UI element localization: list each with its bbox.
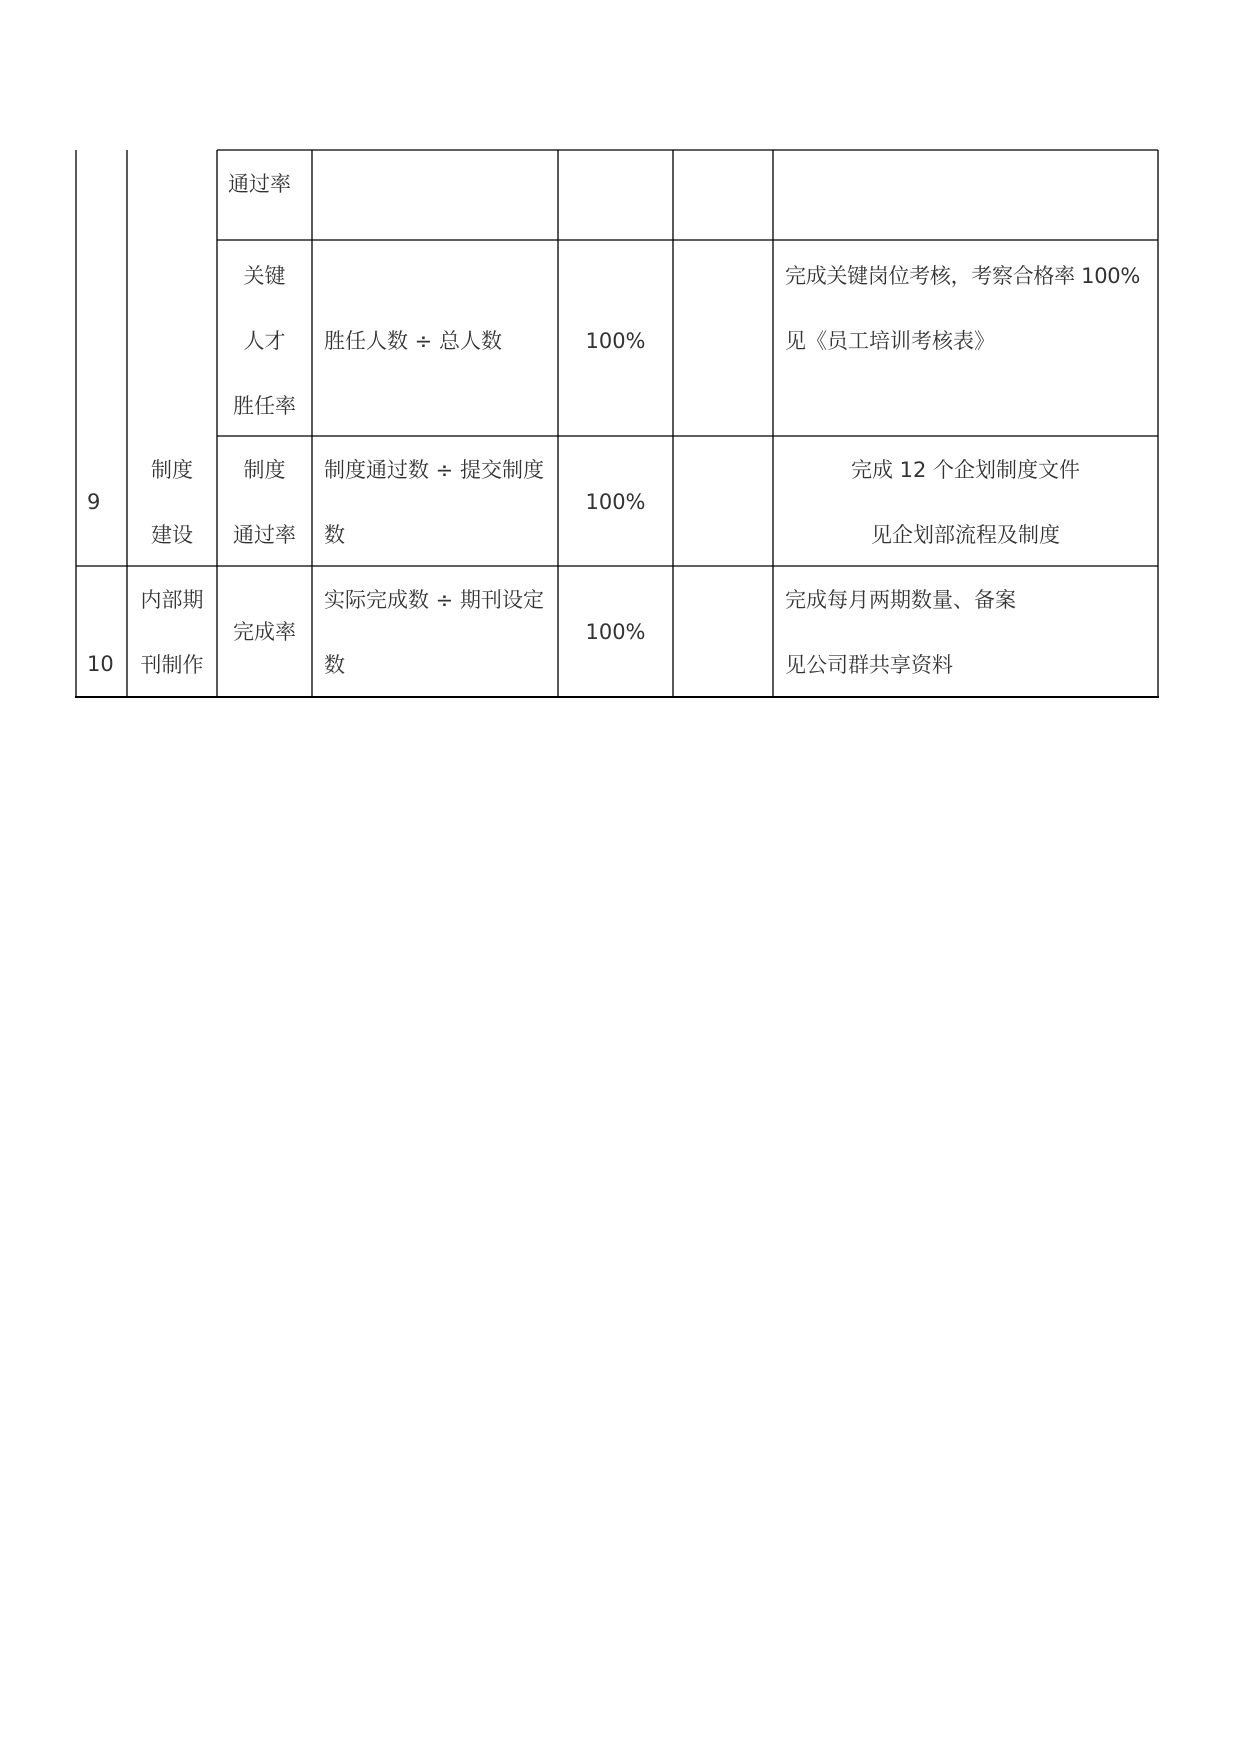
talent-standard-line-1: 完成关键岗位考核，考察合格率 100%: [785, 264, 1141, 288]
row9-item-line-1: 制度: [151, 458, 193, 482]
row10-standard-line-1: 完成每月两期数量、备案: [785, 588, 1016, 612]
talent-indicator-line-3: 胜任率: [233, 394, 296, 418]
row10-item-line-2: 刊制作: [140, 653, 204, 677]
talent-target-cell: 100%: [585, 329, 646, 353]
talent-indicator-line-1: 关键: [243, 264, 286, 288]
row9-standard-line-1: 完成 12 个企划制度文件: [850, 458, 1081, 482]
row10-formula-line-2: 数: [324, 653, 345, 677]
row9-standard-line-2: 见企划部流程及制度: [871, 523, 1060, 547]
row10-indicator-cell: 完成率: [233, 620, 296, 644]
row10-item-line-1: 内部期: [140, 588, 204, 612]
row10-number-cell: 10: [87, 652, 114, 676]
talent-formula-cell: 胜任人数 ÷ 总人数: [324, 329, 502, 353]
row10-formula-line-1: 实际完成数 ÷ 期刊设定: [324, 588, 544, 612]
row9-item-line-2: 建设: [151, 523, 193, 547]
row9-target-cell: 100%: [585, 490, 646, 514]
talent-standard-line-2: 见《员工培训考核表》: [785, 329, 995, 353]
talent-indicator-line-2: 人才: [243, 329, 286, 353]
row9-number-cell: 9: [87, 490, 101, 514]
cont-indicator-cell: 通过率: [228, 172, 291, 196]
row9-indicator-line-2: 通过率: [233, 523, 296, 547]
row9-indicator-line-1: 制度: [243, 458, 286, 482]
row9-formula-line-1: 制度通过数 ÷ 提交制度: [324, 458, 544, 482]
row10-target-cell: 100%: [585, 620, 646, 644]
row9-formula-line-2: 数: [324, 523, 345, 547]
row10-standard-line-2: 见公司群共享资料: [785, 653, 953, 677]
